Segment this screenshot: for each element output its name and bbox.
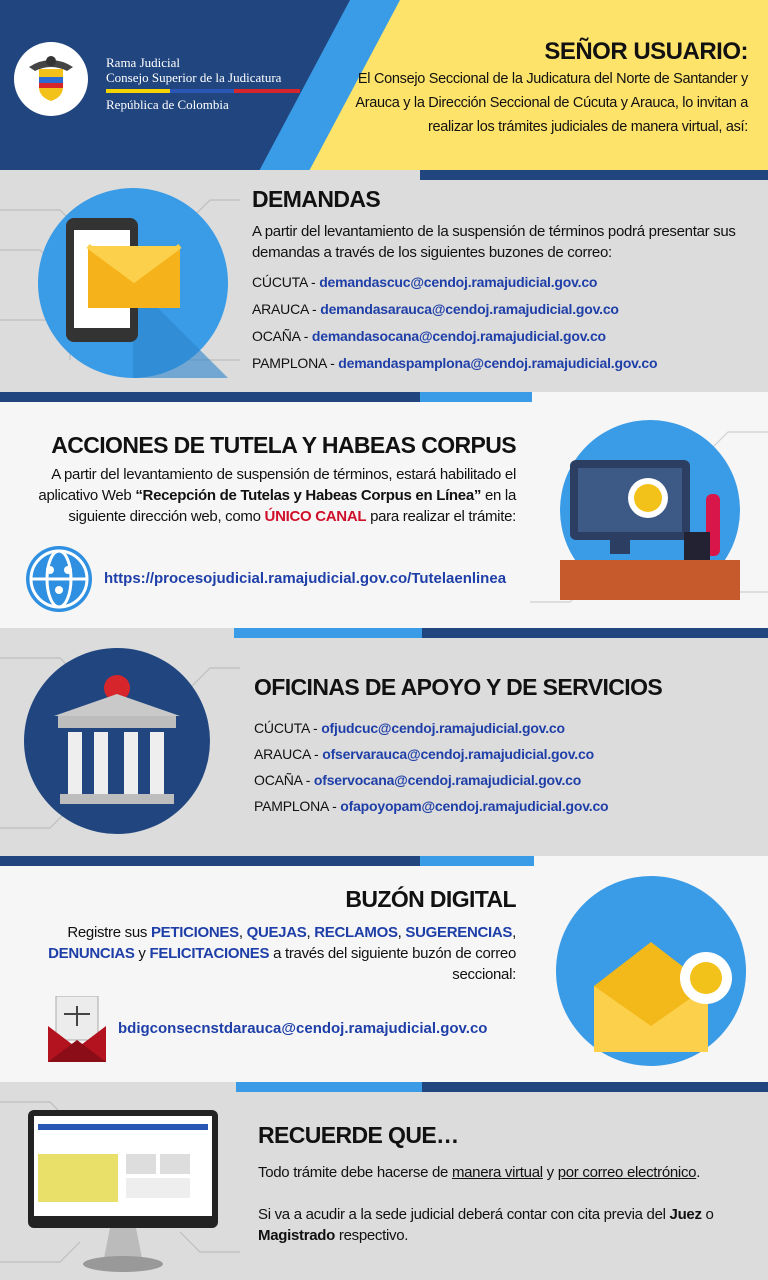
underline-correo: por correo electrónico [557, 1164, 697, 1181]
text: y [542, 1164, 558, 1181]
oficinas-row-ocana [254, 772, 581, 788]
buzon-title: BUZÓN DIGITAL [345, 886, 516, 912]
kw-felicitaciones: FELICITACIONES [149, 945, 270, 962]
demandas-text: A partir del levantamiento de la suspensión de términos podrá presentar sus demandas a través de los siguientes buzones de correo: [252, 223, 736, 261]
tutela-text-a: A partir del levantamiento de suspensión de términos, estará habilitado el aplicativo Web [38, 466, 516, 504]
recuerde-line-2 [258, 1204, 758, 1246]
text: respectivo. [335, 1227, 409, 1244]
tutela-text-e: para realizar el trámite: [366, 508, 516, 525]
header-banner [0, 0, 768, 170]
kw-quejas: QUEJAS [246, 924, 307, 941]
accent-bar-light [236, 1082, 422, 1092]
computer-circle [560, 420, 740, 600]
bold-juez: Juez [669, 1206, 702, 1223]
accent-bar-light [234, 628, 422, 638]
monitor-icon [28, 1110, 218, 1278]
oficinas-row-arauca [254, 746, 594, 762]
section-demandas [0, 170, 768, 392]
tutela-url-link[interactable]: https://procesojudicial.ramajudicial.gov.co/Tutelaenlinea [104, 570, 507, 587]
demandas-row-arauca [252, 301, 619, 317]
org-line-2: Consejo Superior de la Judicatura [106, 70, 282, 85]
sep: , [512, 924, 516, 941]
tutela-title: ACCIONES DE TUTELA Y HABEAS CORPUS [51, 432, 516, 458]
org-line-3: República de Colombia [106, 97, 229, 112]
tutela-text [26, 464, 516, 527]
oficinas-row-pamplona [254, 798, 608, 814]
text: Si va a acudir a la sede judicial deberá contar con cita previa del [258, 1206, 670, 1223]
buzon-text-intro: Registre sus [67, 924, 151, 941]
accent-bar-dark [0, 392, 420, 402]
phone-mail-icon [38, 188, 228, 378]
kw-reclamos: RECLAMOS [314, 924, 398, 941]
email-link[interactable]: ofservocana@cendoj.ramajudicial.gov.co [313, 772, 582, 788]
sep: , [306, 924, 315, 941]
city-label: OCAÑA - [254, 772, 311, 788]
underline-virtual: manera virtual [451, 1164, 543, 1181]
text: o [701, 1206, 714, 1223]
email-link[interactable]: ofservarauca@cendoj.ramajudicial.gov.co [322, 746, 594, 762]
tutela-app-name: “Recepción de Tutelas y Habeas Corpus en Línea” [135, 487, 482, 504]
demandas-row-pamplona [252, 355, 657, 371]
recuerde-title: RECUERDE QUE… [258, 1122, 459, 1148]
tutela-text-c: en la siguiente dirección web, como [68, 487, 516, 525]
buzon-circle [556, 876, 746, 1066]
buzon-email-link[interactable]: bdigconsecnstdarauca@cendoj.ramajudicial.gov.co [118, 1020, 488, 1037]
demandas-circle [38, 188, 228, 378]
unico-canal-label: ÚNICO CANAL [264, 508, 367, 525]
city-label: OCAÑA - [252, 328, 309, 344]
demandas-row-cucuta [252, 274, 597, 290]
city-label: PAMPLONA - [252, 355, 335, 371]
accent-bar-light [420, 392, 532, 402]
section-oficinas [0, 628, 768, 856]
courthouse-icon [24, 648, 210, 834]
accent-bar-dark [0, 856, 420, 866]
kw-sugerencias: SUGERENCIAS [405, 924, 513, 941]
kw-peticiones: PETICIONES [150, 924, 239, 941]
coat-of-arms-icon [14, 42, 88, 116]
email-link[interactable]: demandasarauca@cendoj.ramajudicial.gov.co [320, 301, 619, 317]
section-tutela [0, 392, 768, 628]
demandas-title: DEMANDAS [252, 186, 381, 212]
accent-bar-dark [422, 628, 768, 638]
text: . [696, 1164, 701, 1181]
oficinas-row-cucuta [254, 720, 565, 736]
header-text: El Consejo Seccional de la Judicatura del Norte de Santander y Arauca y la Dirección Seccional de Cúcuta y Arauca, lo invitan a realizar los trámites judiciales de manera virtual, así: [355, 71, 748, 135]
email-link[interactable]: demandascuc@cendoj.ramajudicial.gov.co [319, 274, 598, 290]
conj-y: y [134, 945, 150, 962]
header-title: SEÑOR USUARIO: [544, 38, 748, 65]
sep: , [238, 924, 247, 941]
city-label: PAMPLONA - [254, 798, 337, 814]
section-recuerde [0, 1082, 768, 1280]
sep: , [397, 924, 406, 941]
flag-rule [106, 89, 300, 93]
city-label: ARAUCA - [252, 301, 317, 317]
email-link[interactable]: ofapoyopam@cendoj.ramajudicial.gov.co [340, 798, 609, 814]
demandas-row-ocana [252, 328, 606, 344]
envelope-icon [556, 876, 746, 1066]
institution-name [106, 55, 300, 112]
city-label: ARAUCA - [254, 746, 319, 762]
bold-magistrado: Magistrado [258, 1227, 336, 1244]
city-label: CÚCUTA - [254, 720, 318, 736]
org-line-1: Rama Judicial [106, 55, 181, 70]
text: Todo trámite debe hacerse de [258, 1164, 452, 1181]
city-label: CÚCUTA - [252, 274, 316, 290]
accent-bar-dark [422, 1082, 768, 1092]
accent-bar [420, 170, 768, 180]
computer-icon [560, 420, 740, 600]
section-buzon [0, 856, 768, 1082]
globe-icon [26, 546, 92, 612]
courthouse-circle [24, 648, 210, 834]
accent-bar-light [420, 856, 534, 866]
justice-mail-icon [46, 996, 108, 1062]
email-link[interactable]: demandaspamplona@cendoj.ramajudicial.gov.co [338, 355, 658, 371]
email-link[interactable]: demandasocana@cendoj.ramajudicial.gov.co [311, 328, 606, 344]
email-link[interactable]: ofjudcuc@cendoj.ramajudicial.gov.co [321, 720, 565, 736]
kw-denuncias: DENUNCIAS [48, 945, 135, 962]
buzon-text-end: a través del siguiente buzón de correo seccional: [269, 945, 516, 983]
buzon-text [36, 922, 516, 985]
oficinas-title: OFICINAS DE APOYO Y DE SERVICIOS [254, 674, 663, 700]
recuerde-line-1 [258, 1162, 758, 1183]
